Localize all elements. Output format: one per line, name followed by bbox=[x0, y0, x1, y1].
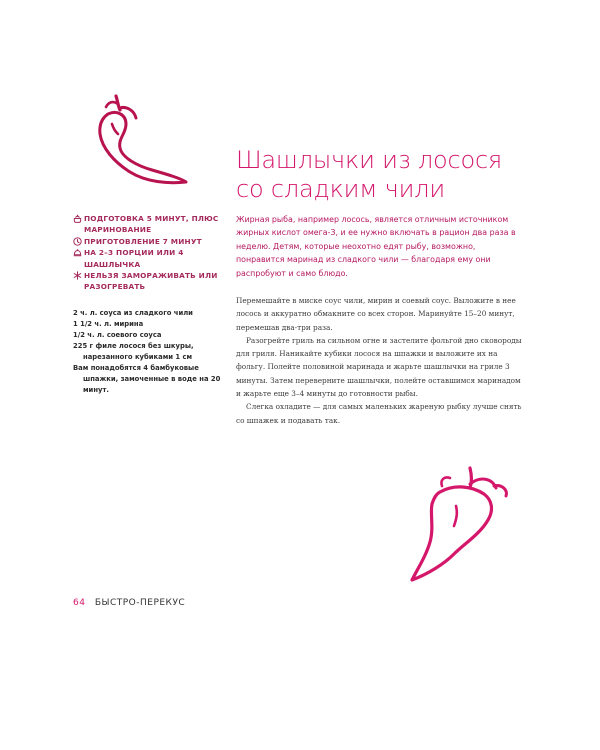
page-footer bbox=[73, 598, 185, 608]
chili-pepper-illustration-top bbox=[82, 90, 190, 190]
method-step: Слегка охладите — для самых маленьких жареную рыбку лучше снять со шпажек и подавать так. bbox=[236, 402, 522, 425]
meta-prep-time-text: ПОДГОТОВКА 5 МИНУТ, ПЛЮС МАРИНОВАНИЕ bbox=[84, 214, 219, 235]
ingredients-list bbox=[73, 308, 223, 396]
ingredient-item: 1/2 ч. л. соевого соуса bbox=[73, 331, 162, 339]
cloche-icon bbox=[73, 248, 82, 257]
meta-cook-time-text: ПРИГОТОВЛЕНИЕ 7 МИНУТ bbox=[84, 236, 202, 246]
recipe-method bbox=[236, 294, 522, 427]
recipe-intro: Жирная рыба, например лосось, является отличным источником жирных кислот омега-3, и ее нужно включать в рацион два раза в неделю. Детям, которые неохотно едят рыбу, возможно, понравится маринад из сладкого чили — благодаря ему они распробуют и само блюдо. bbox=[236, 215, 516, 278]
meta-servings bbox=[73, 247, 233, 270]
meta-servings-text: НА 2–3 ПОРЦИИ ИЛИ 4 ШАШЛЫЧКА bbox=[84, 248, 184, 269]
snowflake-icon bbox=[73, 271, 82, 280]
recipe-meta bbox=[73, 213, 233, 293]
ingredient-item: 225 г филе лосося без шкуры, нарезанного кубиками 1 см bbox=[73, 342, 194, 361]
recipe-title bbox=[236, 146, 536, 204]
page-number: 64 bbox=[73, 598, 86, 608]
ingredient-item: 2 ч. л. соуса из сладкого чили bbox=[73, 309, 193, 317]
pot-icon bbox=[73, 214, 82, 223]
method-step: Разогрейте гриль на сильном огне и застелите фольгой дно сковороды для гриля. Наникайте кубики лосося на шпажки и выложите их на фольгу. Полейте половиной маринада и жарьте шашлычки на гриле 3 минуты. Затем переверните шашлычки, полейте оставшимся маринадом и жарьте еще 3–4 минуты до готовности рыбы. bbox=[236, 335, 522, 399]
ingredient-item: 1 1/2 ч. л. мирина bbox=[73, 320, 144, 328]
method-step: Перемешайте в миске соус чили, мирин и соевый соус. Выложите в нее лосось и аккуратно обмакните со всех сторон. Маринуйте 15–20 минут, перемешав два-три раза. bbox=[236, 296, 516, 332]
meta-cook-time bbox=[73, 236, 233, 247]
recipe-title-line-1: Шашлычки из лосося bbox=[236, 146, 503, 174]
clock-icon bbox=[73, 237, 82, 246]
ingredient-note: Вам понадобятся 4 бамбуковые шпажки, замоченные в воде на 20 минут. bbox=[73, 364, 221, 394]
meta-freezing-text: НЕЛЬЗЯ ЗАМОРАЖИВАТЬ ИЛИ РАЗОГРЕВАТЬ bbox=[84, 271, 218, 292]
section-name: БЫСТРО-ПЕРЕКУС bbox=[94, 598, 186, 608]
chili-pepper-illustration-bottom bbox=[410, 458, 518, 586]
recipe-title-line-2: со сладким чили bbox=[236, 175, 445, 203]
meta-prep-time bbox=[73, 213, 233, 236]
meta-freezing bbox=[73, 270, 233, 293]
